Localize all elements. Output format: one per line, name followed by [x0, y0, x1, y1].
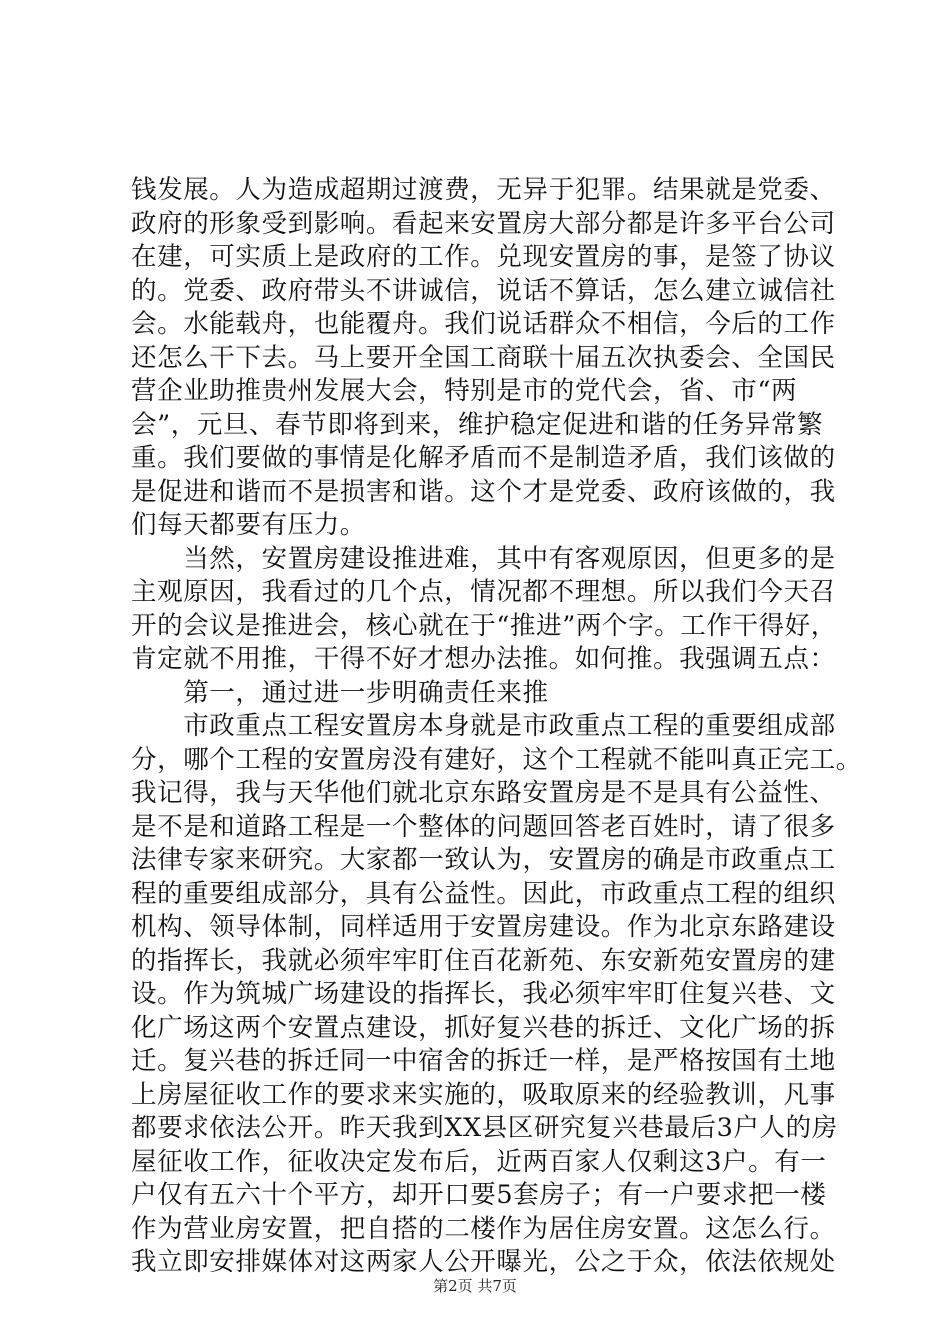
text-line: 主观原因，我看过的几个点，情况都不理想。所以我们今天召 [131, 577, 836, 607]
text-line: 会”，元旦、春节即将到来，维护稳定促进和谐的任务异常繁 [131, 409, 824, 440]
text-line: 迁。复兴巷的拆迁同一中宿舍的拆迁一样，是严格按国有土地 [131, 1046, 836, 1076]
text-line: 们每天都要有压力。 [131, 510, 366, 540]
text-line: 是促进和谐而不是损害和谐。这个才是党委、政府该做的，我 [131, 476, 836, 507]
text-line: 政府的形象受到影响。看起来安置房大部分都是许多平台公司 [131, 208, 836, 239]
text-line: 分，哪个工程的安置房没有建好，这个工程就不能叫真正完工。 [131, 744, 862, 775]
page-footer: 第2页 共7页 [433, 1277, 517, 1295]
text-line: 的指挥长，我就必须牢牢盯住百花新苑、东安新苑安置房的建 [131, 945, 836, 976]
text-line: 钱发展。人为造成超期过渡费，无异于犯罪。结果就是党委、 [131, 175, 836, 205]
text-line: 的。党委、政府带头不讲诚信，说话不算话，怎么建立诚信社 [131, 275, 836, 306]
text-line: 开的会议是推进会，核心就在于“推进”两个字。工作干得好， [131, 610, 837, 641]
text-line: 重。我们要做的事情是化解矛盾而不是制造矛盾，我们该做的 [131, 443, 836, 473]
text-line: 机构、领导体制，同样适用于安置房建设。作为北京东路建设 [131, 912, 836, 942]
text-line: 设。作为筑城广场建设的指挥长，我必须牢牢盯住复兴巷、文 [131, 979, 836, 1009]
text-line: 会。水能载舟，也能覆舟。我们说话群众不相信，今后的工作 [131, 309, 836, 339]
text-line: 还怎么干下去。马上要开全国工商联十届五次执委会、全国民 [131, 342, 836, 373]
text-line: 化广场这两个安置点建设，抓好复兴巷的拆迁、文化广场的拆 [131, 1012, 836, 1043]
text-line: 程的重要组成部分，具有公益性。因此，市政重点工程的组织 [131, 878, 836, 909]
section-heading: 第一，通过进一步明确责任来推 [131, 677, 549, 708]
text-line: 户仅有五六十个平方，却开口要5套房子；有一户要求把一楼 [131, 1180, 827, 1210]
text-line: 营企业助推贵州发展大会，特别是市的党代会，省、市“两 [131, 376, 798, 406]
text-line: 上房屋征收工作的要求来实施的，吸取原来的经验教训，凡事 [131, 1079, 836, 1110]
text-line: 法律专家来研究。大家都一致认为，安置房的确是市政重点工 [131, 845, 836, 875]
text-line: 市政重点工程安置房本身就是市政重点工程的重要组成部 [131, 711, 836, 741]
body-text [131, 174, 862, 1280]
text-line: 我立即安排媒体对这两家人公开曝光，公之于众，依法依规处 [131, 1247, 836, 1277]
text-line: 在建，可实质上是政府的工作。兑现安置房的事，是签了协议 [131, 242, 836, 272]
text-line: 屋征收工作，征收决定发布后，近两百家人仅剩这3户。有一 [131, 1146, 827, 1177]
text-line: 作为营业房安置，把自搭的二楼作为居住房安置。这怎么行。 [131, 1213, 836, 1244]
text-line: 肯定就不用推，干得不好才想办法推。如何推。我强调五点： [131, 644, 836, 674]
text-line: 都要求依法公开。昨天我到XX县区研究复兴巷最后3户人的房 [131, 1113, 838, 1143]
text-line: 是不是和道路工程是一个整体的问题回答老百姓时，请了很多 [131, 811, 836, 842]
text-line: 当然，安置房建设推进难，其中有客观原因，但更多的是 [131, 543, 836, 574]
text-line: 我记得，我与天华他们就北京东路安置房是不是具有公益性、 [131, 778, 836, 808]
